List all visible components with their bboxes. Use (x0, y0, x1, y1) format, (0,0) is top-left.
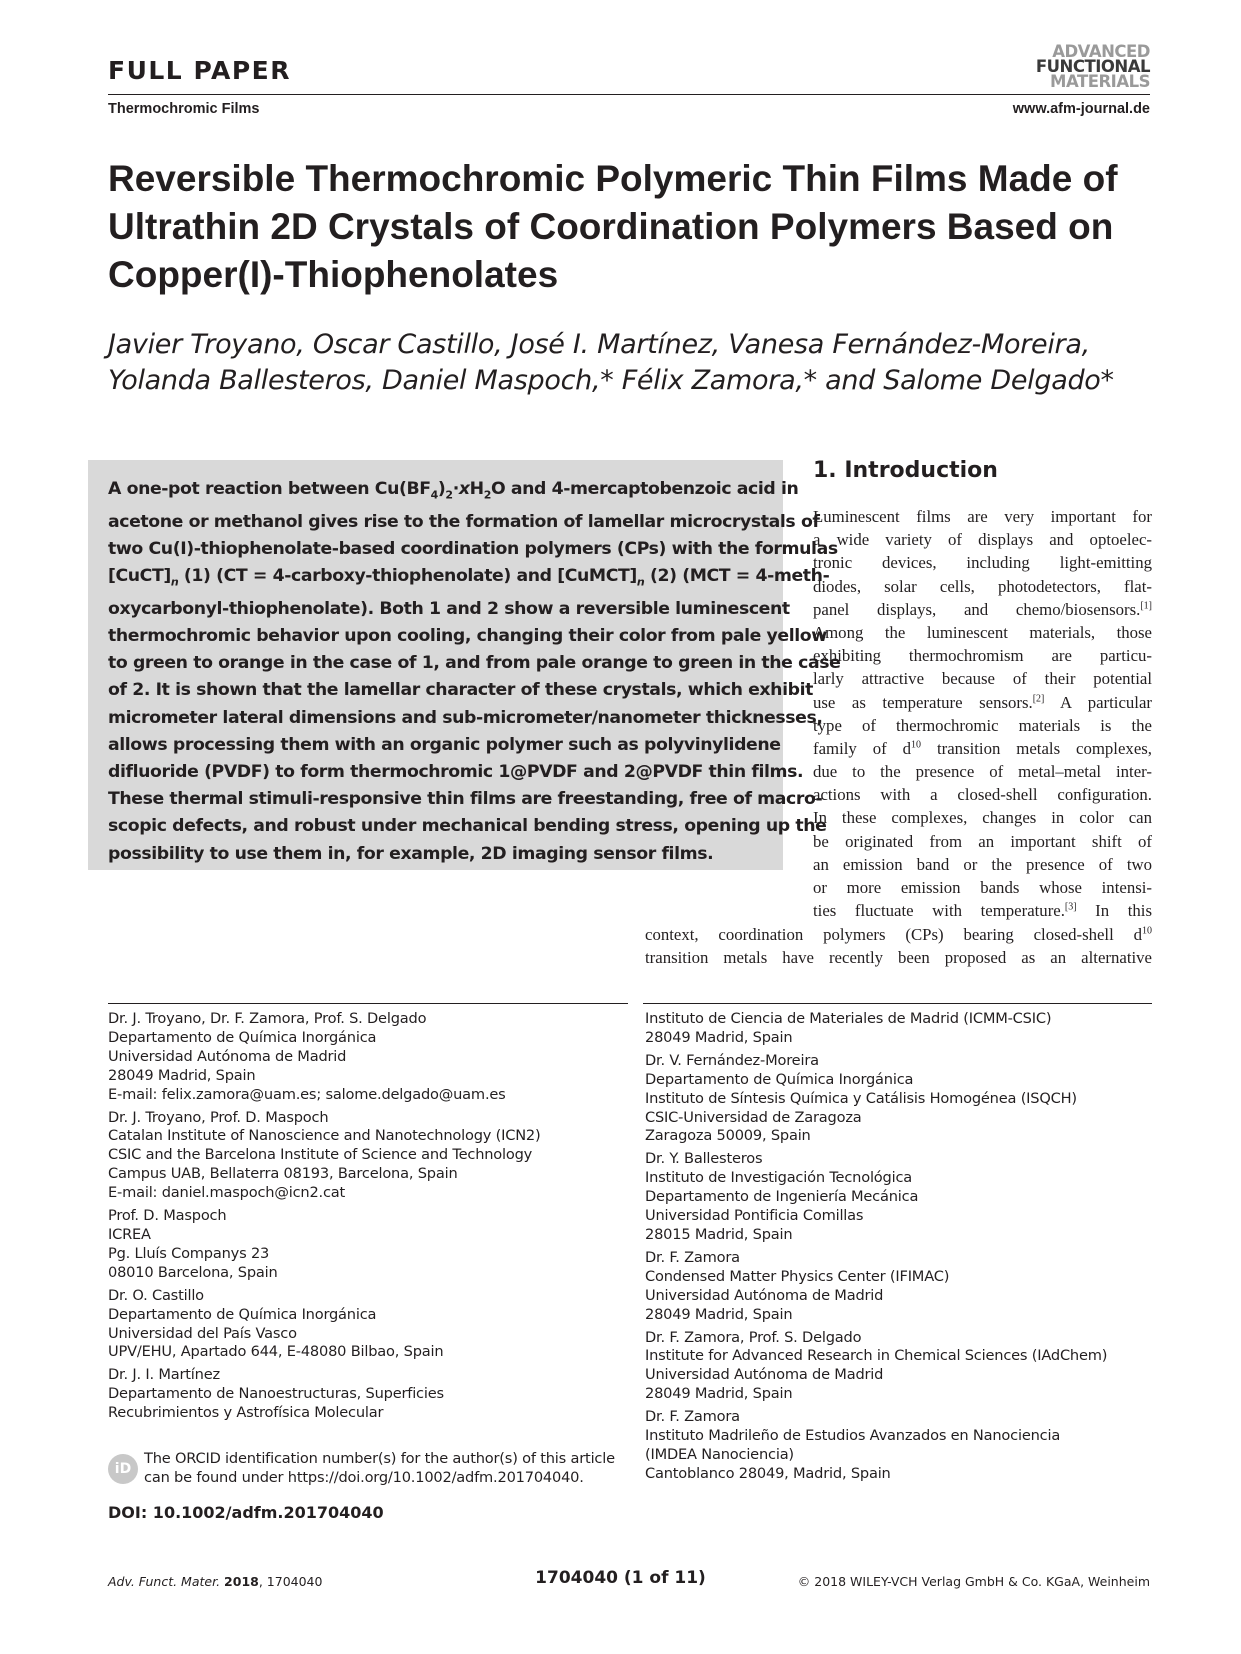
author-list (108, 327, 1148, 399)
author-line: Yolanda Ballesteros, Daniel Maspoch,* Félix Zamora,* and Salome Delgado* (108, 365, 1114, 396)
orcid-icon: iD (108, 1454, 138, 1484)
affiliation-line: Prof. D. Maspoch (108, 1207, 227, 1225)
affiliation-line: Dr. J. Troyano, Prof. D. Maspoch (108, 1108, 329, 1126)
affiliation-line: Instituto de Ciencia de Materiales de Madrid (ICMM-CSIC) (645, 1010, 1052, 1027)
affiliation-line: 28049 Madrid, Spain (645, 1305, 793, 1323)
footer-year: 2018 (224, 1574, 259, 1589)
journal-logo (1028, 44, 1150, 89)
affiliation-line: UPV/EHU, Apartado 644, E-48080 Bilbao, Spain (108, 1343, 444, 1361)
affiliation-line: 08010 Barcelona, Spain (108, 1263, 278, 1281)
affiliation-line: ICREA (108, 1225, 151, 1243)
affiliation-line: Instituto Madrileño de Estudios Avanzados en Nanociencia (645, 1427, 1061, 1445)
orcid-note-line[interactable]: can be found under https://doi.org/10.1002/adfm.201704040. (144, 1469, 584, 1486)
affiliation-block (108, 1207, 628, 1283)
footnote-divider-left (108, 1003, 628, 1004)
paragraph-line: Luminescent films are very important for (813, 507, 1152, 526)
abstract-line: allows processing them with an organic polymer such as polyvinylidene (108, 734, 781, 755)
paragraph-line: diodes, solar cells, photodetectors, flat- (813, 576, 1152, 596)
affiliation-line: Dr. F. Zamora, Prof. S. Delgado (645, 1328, 862, 1346)
paragraph-line: larly attractive because of their potential (813, 669, 1152, 689)
paragraph-line: context, coordination polymers (CPs) bearing closed-shell $d^{10}$ (645, 925, 1152, 944)
footer-copyright: © 2018 WILEY-VCH Verlag GmbH & Co. KGaA, Weinheim (797, 1574, 1150, 1589)
affiliation-block (645, 1249, 1155, 1325)
affiliation-line: Departamento de Química Inorgánica (108, 1305, 377, 1323)
affiliation-line: Cantoblanco 28049, Madrid, Spain (645, 1464, 891, 1482)
abstract-line: possibility to use them in, for example, 2D imaging sensor films. (108, 843, 714, 864)
paragraph-line: type of thermochromic materials is the (813, 715, 1152, 735)
affiliation-line: CSIC and the Barcelona Institute of Science and Technology (108, 1146, 533, 1164)
abstract-line: acetone or methanol gives rise to the formation of lamellar microcrystals of (108, 511, 820, 532)
author-line: Javier Troyano, Oscar Castillo, José I. Martínez, Vanesa Fernández-Moreira, (108, 329, 1090, 360)
abstract-line: to green to orange in the case of 1, and from pale orange to green in the case (108, 653, 841, 674)
affiliation-line[interactable]: E-mail: felix.zamora@uam.es; salome.delgado@uam.es (108, 1085, 506, 1103)
abstract-text (108, 476, 841, 868)
affiliation-block (645, 1408, 1155, 1484)
paragraph-line: use as temperature sensors.[2] A particular (813, 692, 1153, 712)
introduction-column-text (813, 505, 1152, 922)
affiliation-block (108, 1366, 628, 1423)
affiliation-line: Dr. F. Zamora (645, 1408, 740, 1426)
abstract-line: A one-pot reaction between $Cu(BF_4)_2\cdot xH_2O$ and 4-mercaptobenzoic acid in (108, 479, 799, 502)
header-divider (108, 94, 1150, 95)
logo-line-3: MATERIALS (1050, 72, 1150, 91)
footnote-divider-right (643, 1003, 1152, 1004)
affiliation-block (645, 1010, 1155, 1048)
affiliation-line: Universidad Autónoma de Madrid (645, 1286, 884, 1304)
affiliation-line[interactable]: E-mail: daniel.maspoch@icn2.cat (108, 1184, 346, 1202)
abstract-line: difluoride (PVDF) to form thermochromic 1@PVDF and 2@PVDF thin films. (108, 761, 804, 782)
affiliation-line: Dr. J. I. Martínez (108, 1366, 220, 1384)
section-heading-introduction: 1. Introduction (813, 458, 998, 483)
paragraph-line: tronic devices, including light-emitting (813, 553, 1152, 573)
affiliation-line: 28049 Madrid, Spain (645, 1028, 793, 1046)
orcid-note-line: The ORCID identification number(s) for the author(s) of this article (144, 1450, 615, 1467)
paragraph-line: family of $d^{10}$ transition metals complexes, (813, 738, 1152, 758)
abstract-line: two Cu(I)-thiophenolate-based coordination polymers (CPs) with the formulas (108, 538, 838, 559)
affiliation-line: 28049 Madrid, Spain (645, 1385, 793, 1403)
affiliation-line: 28015 Madrid, Spain (645, 1225, 793, 1243)
affiliation-block (108, 1010, 628, 1105)
logo-line-1: ADVANCED (1052, 42, 1150, 61)
affiliation-line: Departamento de Química Inorgánica (108, 1028, 377, 1046)
abstract-line: oxycarbonyl-thiophenolate). Both 1 and 2 show a reversible luminescent (108, 598, 790, 619)
affiliation-line: 28049 Madrid, Spain (108, 1066, 256, 1084)
footer-journal: Adv. Funct. Mater. (108, 1574, 221, 1589)
affiliation-block (645, 1329, 1155, 1405)
affiliation-block (645, 1150, 1155, 1245)
article-type-label: FULL PAPER (108, 56, 291, 85)
page-number: 1704040 (1 of 11) (535, 1568, 706, 1588)
affiliation-line: Institute for Advanced Research in Chemical Sciences (IAdChem) (645, 1347, 1108, 1365)
affiliations-left (108, 1010, 628, 1427)
affiliation-line: Departamento de Nanoestructuras, Superficies (108, 1385, 444, 1403)
paragraph-line: actions with a closed-shell configuration. (813, 785, 1152, 805)
abstract-line: These thermal stimuli-responsive thin films are freestanding, free of macro- (108, 789, 823, 810)
footer-article-number: , 1704040 (258, 1574, 323, 1589)
doi: DOI: 10.1002/adfm.201704040 (108, 1503, 384, 1522)
paragraph-line: panel displays, and chemo/biosensors.[1] (813, 599, 1152, 619)
logo-line-2: FUNCTIONAL (1035, 57, 1150, 76)
abstract-line: of 2. It is shown that the lamellar character of these crystals, which exhibit (108, 680, 813, 701)
affiliation-line: Universidad Autónoma de Madrid (645, 1366, 884, 1384)
paragraph-line: transition metals have recently been proposed as an alternative (645, 948, 1152, 968)
abstract-line: scopic defects, and robust under mechanical bending stress, opening up the (108, 816, 827, 837)
paper-title: Reversible Thermochromic Polymeric Thin Films Made of Ultrathin 2D Crystals of Coordination Polymers Based on Copper(I)-Thiophenolates (108, 158, 1118, 295)
abstract-line: micrometer lateral dimensions and sub-micrometer/nanometer thicknesses, (108, 707, 823, 728)
affiliation-line: Dr. O. Castillo (108, 1286, 204, 1304)
affiliation-line: Universidad Pontificia Comillas (645, 1207, 864, 1225)
affiliation-line: Zaragoza 50009, Spain (645, 1127, 811, 1145)
affiliation-line: Instituto de Síntesis Química y Catálisis Homogénea (ISQCH) (645, 1089, 1077, 1107)
affiliation-line: Dr. J. Troyano, Dr. F. Zamora, Prof. S. Delgado (108, 1010, 427, 1027)
paragraph-line: due to the presence of metal–metal inter- (813, 762, 1152, 782)
affiliation-line: Universidad Autónoma de Madrid (108, 1047, 347, 1065)
paragraph-line: exhibiting thermochromism are particu- (813, 646, 1152, 666)
affiliation-line: Universidad del País Vasco (108, 1324, 297, 1342)
section-label: Thermochromic Films (108, 101, 260, 117)
affiliation-line: Instituto de Investigación Tecnológica (645, 1169, 913, 1187)
paragraph-line: an emission band or the presence of two (813, 854, 1152, 874)
affiliation-line: Departamento de Ingeniería Mecánica (645, 1188, 919, 1206)
introduction-wide-text (645, 923, 1152, 969)
abstract-line: thermochromic behavior upon cooling, changing their color from pale yellow (108, 625, 827, 646)
paragraph-line: or more emission bands whose intensi- (813, 878, 1152, 897)
orcid-note (144, 1449, 624, 1487)
affiliation-line: Dr. Y. Ballesteros (645, 1150, 763, 1168)
abstract-line: $[CuCT]_n$ (1) (CT = 4-carboxy-thiophenolate) and $[CuMCT]_n$ (2) (MCT = 4-meth- (108, 566, 830, 589)
affiliation-line: Departamento de Química Inorgánica (645, 1070, 914, 1088)
affiliation-line: Condensed Matter Physics Center (IFIMAC) (645, 1267, 950, 1285)
affiliation-line: Dr. F. Zamora (645, 1248, 740, 1266)
affiliation-line: CSIC-Universidad de Zaragoza (645, 1108, 862, 1126)
journal-url-link[interactable]: www.afm-journal.de (1012, 101, 1150, 117)
paragraph-line: Among the luminescent materials, those (813, 622, 1152, 642)
affiliation-line: Dr. V. Fernández-Moreira (645, 1051, 819, 1069)
affiliation-line: Campus UAB, Bellaterra 08193, Barcelona, Spain (108, 1165, 458, 1183)
affiliation-block (108, 1287, 628, 1363)
affiliation-line: Recubrimientos y Astrofísica Molecular (108, 1404, 384, 1422)
paragraph-line: be originated from an important shift of (813, 831, 1152, 851)
paragraph-line: In these complexes, changes in color can (813, 808, 1152, 828)
affiliation-block (645, 1052, 1155, 1147)
affiliations-right (645, 1010, 1155, 1488)
affiliation-block (108, 1109, 628, 1204)
paragraph-line: a wide variety of displays and optoelec- (813, 530, 1152, 550)
paragraph-line: ties fluctuate with temperature.[3] In this (813, 901, 1152, 921)
affiliation-line: Pg. Lluís Companys 23 (108, 1244, 270, 1262)
affiliation-line: Catalan Institute of Nanoscience and Nanotechnology (ICN2) (108, 1127, 541, 1145)
affiliation-line: (IMDEA Nanociencia) (645, 1445, 794, 1463)
